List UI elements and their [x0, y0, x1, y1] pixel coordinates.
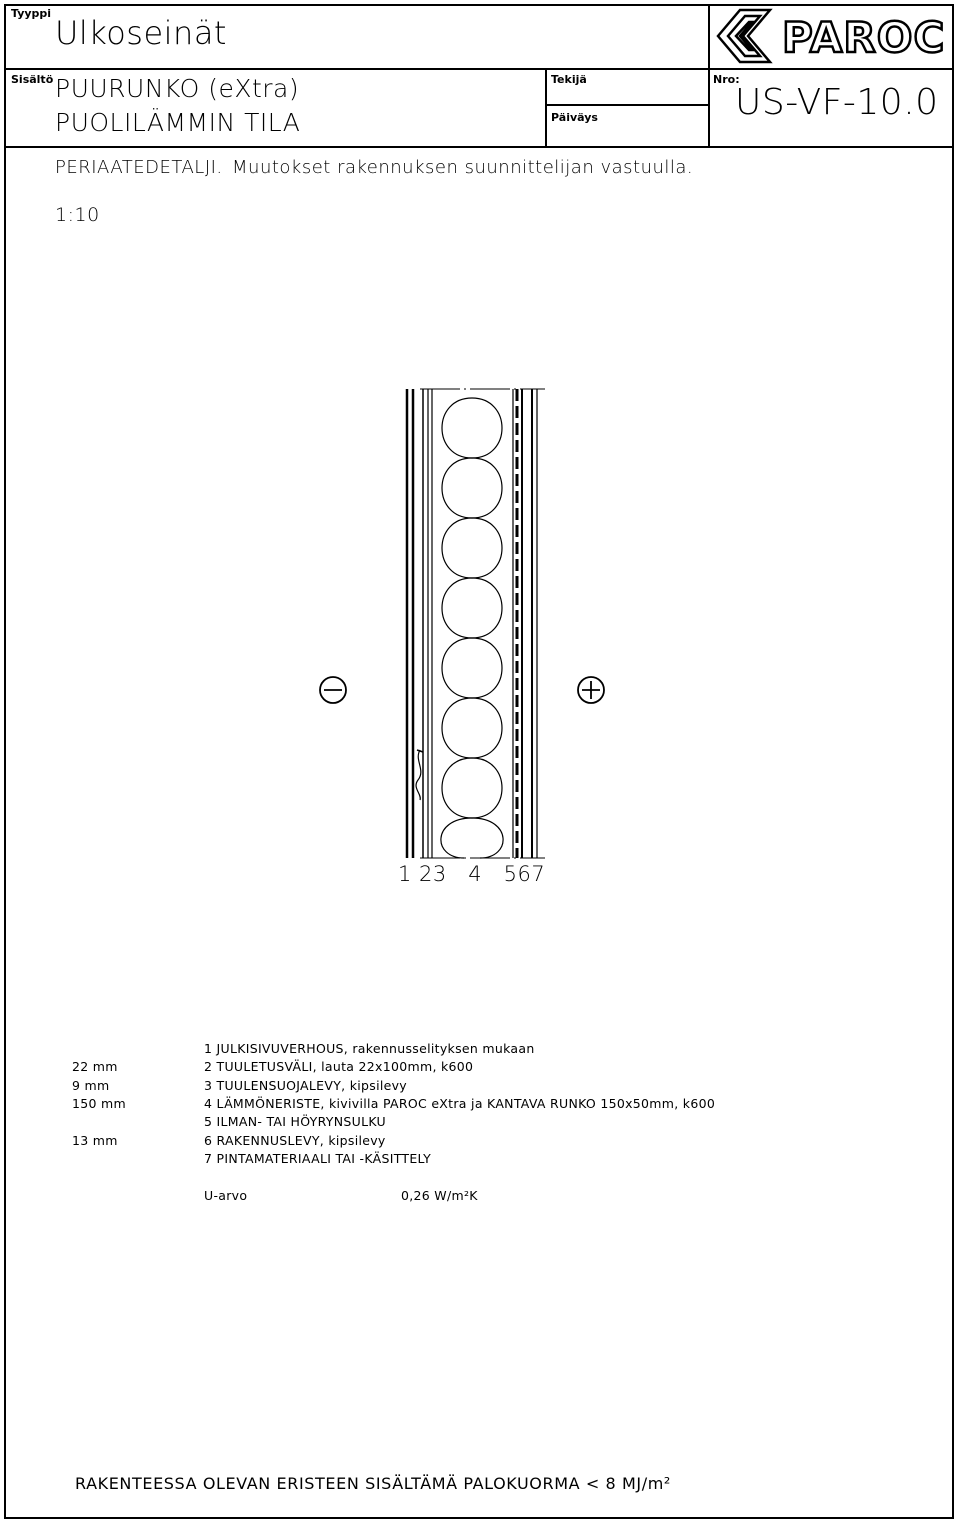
legend-item: 6 RAKENNUSLEVY, kipsilevy — [204, 1132, 386, 1148]
scale-label: 1:10 — [55, 204, 100, 226]
legend-thickness: 13 mm — [72, 1132, 118, 1148]
number-label: Nro: — [713, 73, 740, 86]
drawing-number: US-VF-10.0 — [735, 82, 939, 123]
detail-label: PERIAATEDETALJI. — [55, 157, 223, 178]
fastener-icon — [416, 750, 421, 800]
legend-item: 4 LÄMMÖNERISTE, kivivilla PAROC eXtra ja KANTAVA RUNKO 150x50mm, k600 — [204, 1095, 716, 1111]
content-line-1: PUURUNKO (eXtra) — [55, 74, 300, 103]
legend-thickness: 9 mm — [72, 1077, 110, 1093]
legend-item: 1 JULKISIVUVERHOUS, rakennusselityksen mukaan — [204, 1041, 535, 1056]
page-title: Ulkoseinät — [55, 14, 227, 52]
content-label: Sisältö — [11, 73, 54, 86]
date-label: Päiväys — [551, 111, 598, 124]
fire-load-note: RAKENTEESSA OLEVAN ERISTEEN SISÄLTÄMÄ PALOKUORMA < 8 MJ/m² — [75, 1474, 671, 1493]
legend-item: 2 TUULETUSVÄLI, lauta 22x100mm, k600 — [204, 1059, 474, 1075]
content-line-2: PUOLILÄMMIN TILA — [55, 108, 301, 137]
legend-item: 7 PINTAMATERIAALI TAI -KÄSITTELY — [204, 1150, 432, 1166]
plus-circle-icon — [578, 677, 604, 703]
insulation-wool-pattern — [442, 398, 503, 858]
responsibility-note: Muutokset rakennuksen suunnittelijan vastuulla. — [232, 157, 694, 178]
type-label: Tyyppi — [11, 7, 52, 20]
legend-thickness: 22 mm — [72, 1059, 118, 1075]
legend-item: 5 ILMAN- TAI HÖYRYNSULKU — [204, 1114, 386, 1130]
legend-item: 3 TUULENSUOJALEVY, kipsilevy — [204, 1077, 407, 1093]
logo-text: PAROC — [782, 13, 946, 62]
u-value-label: U-arvo — [204, 1188, 248, 1203]
minus-circle-icon — [320, 677, 346, 703]
u-value: 0,26 W/m²K — [401, 1188, 478, 1203]
layer-numbers: 1 23 4 567 — [398, 862, 546, 886]
legend-thickness: 150 mm — [72, 1095, 126, 1111]
author-label: Tekijä — [551, 73, 587, 86]
